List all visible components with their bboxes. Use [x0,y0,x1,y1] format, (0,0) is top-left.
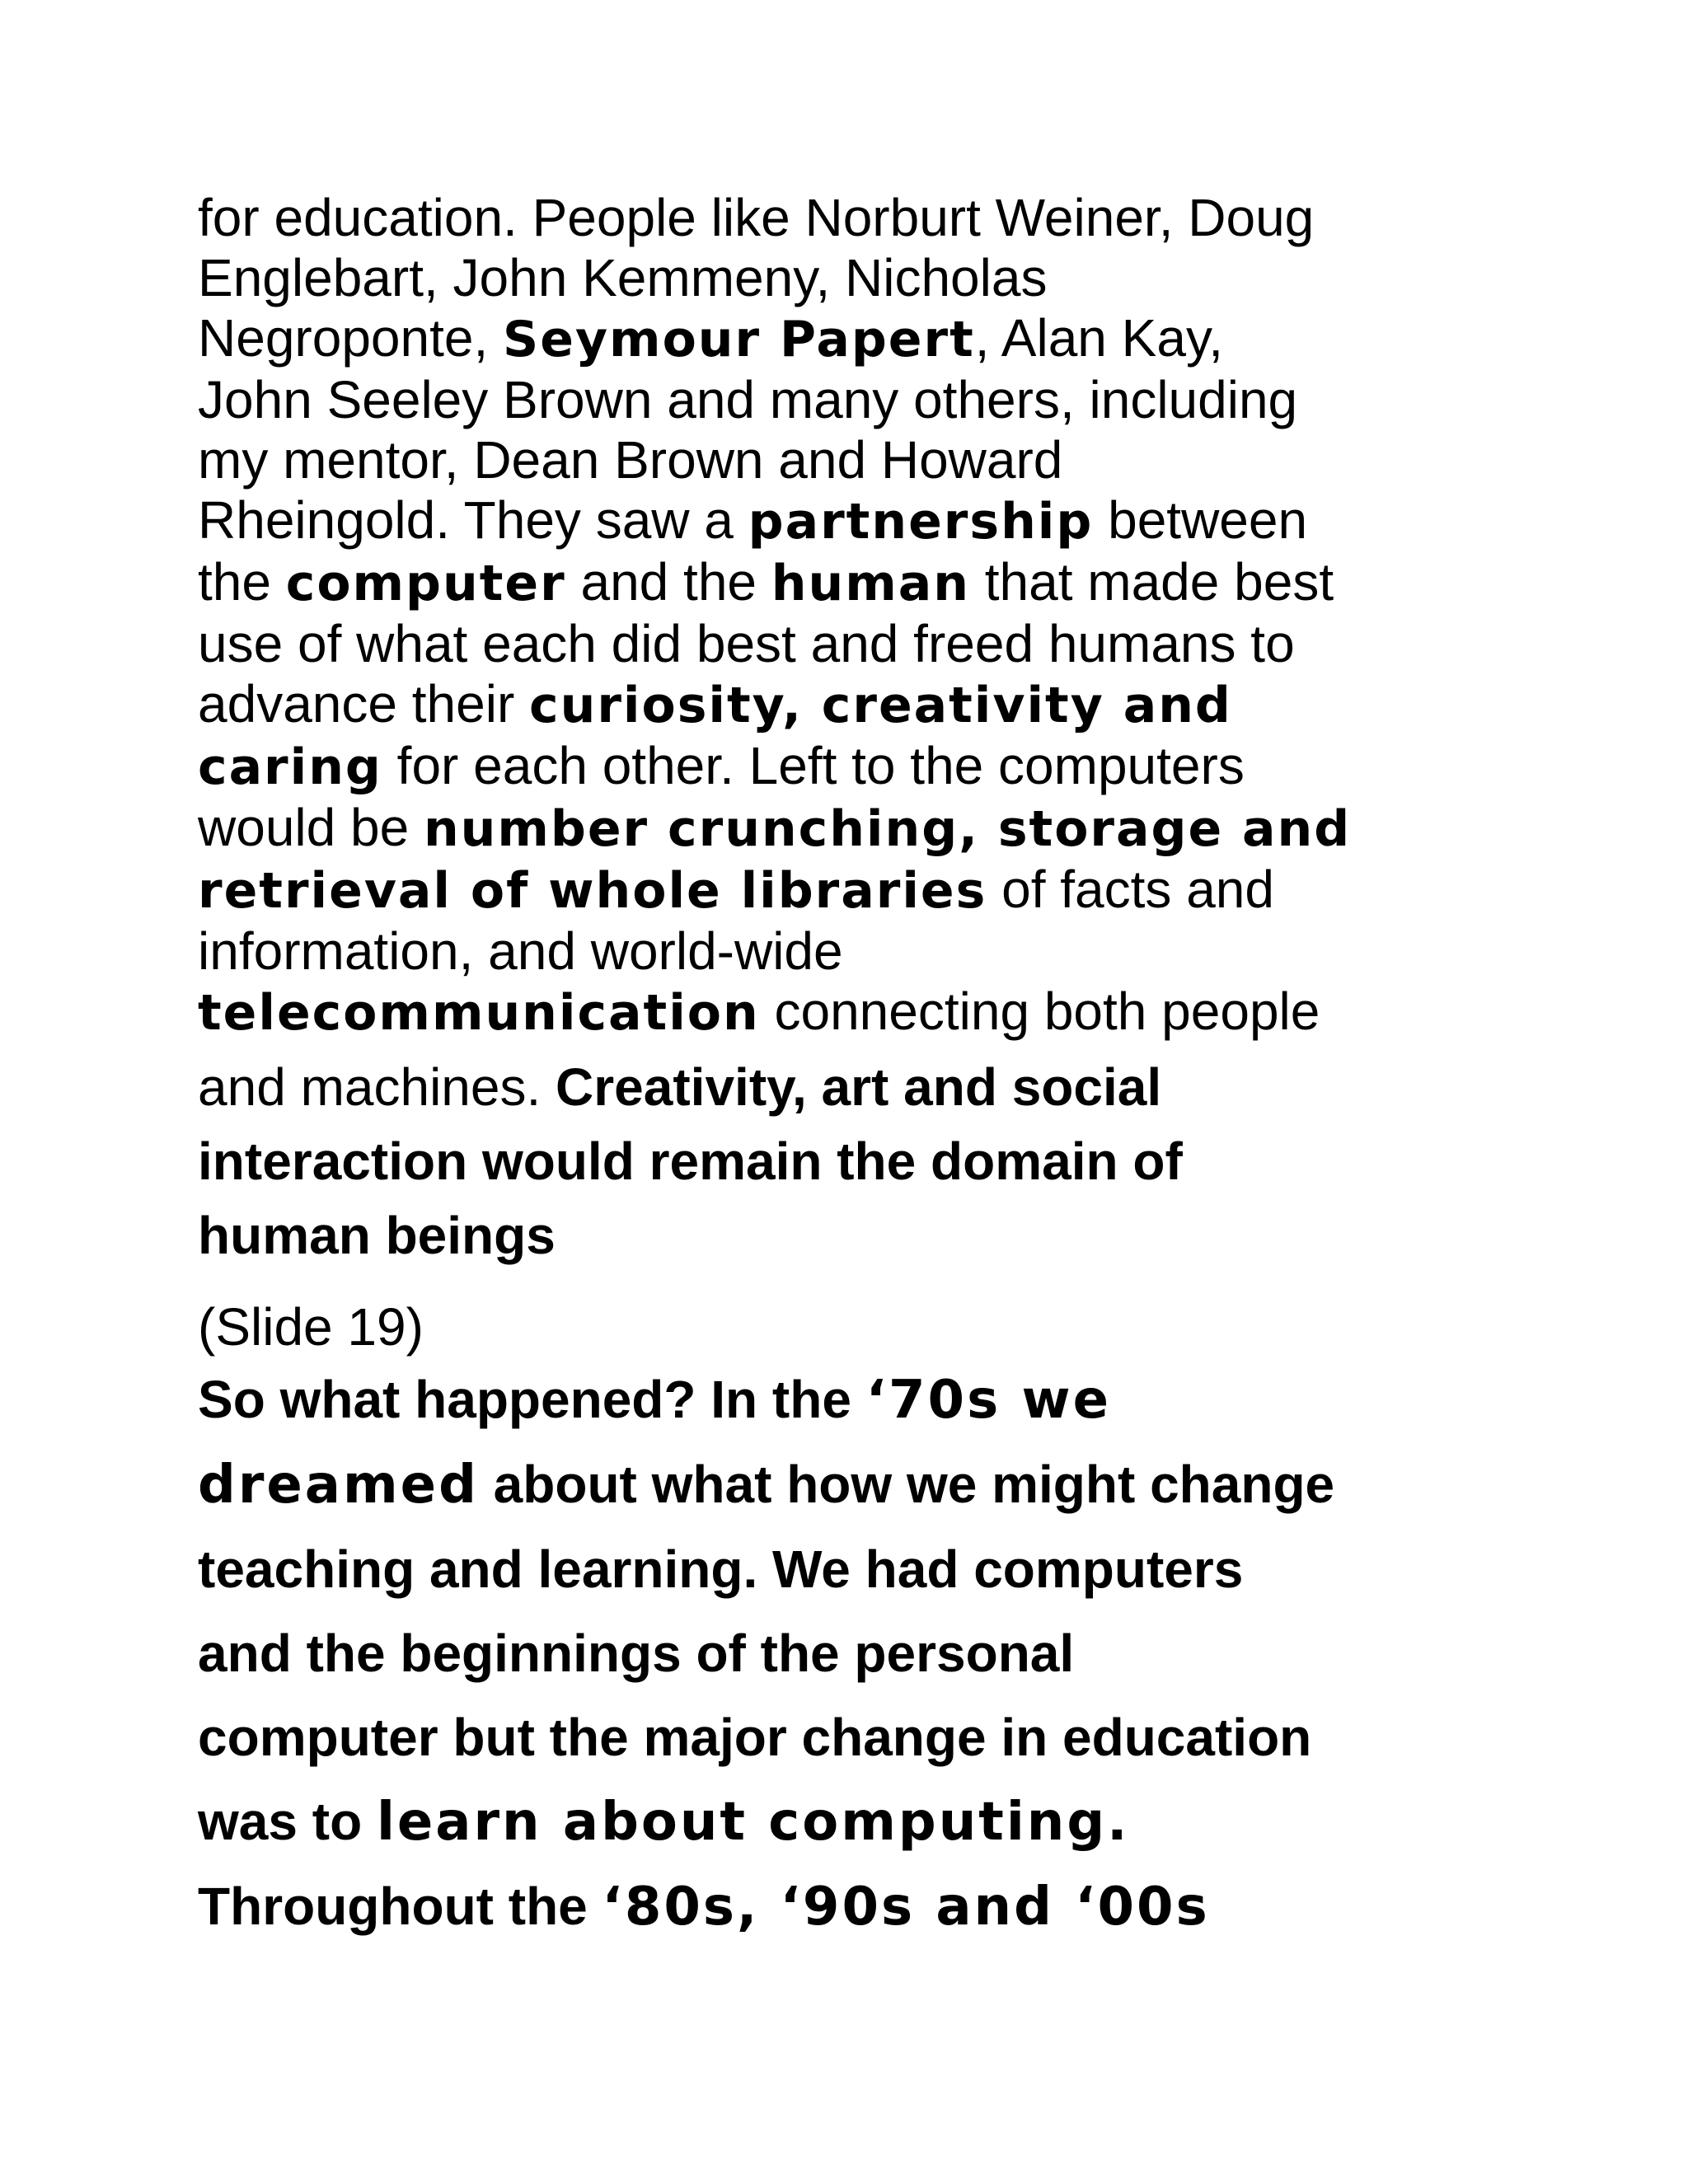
paragraph-1 [198,188,1533,1266]
text-run: information, and world-wide [198,921,843,981]
text-line [198,614,1533,674]
text-line [198,490,1533,552]
text-line [198,1695,1533,1779]
bold-run: interaction would remain the domain of [198,1132,1183,1191]
text-line [198,1864,1533,1949]
text-line [198,1442,1533,1527]
text-run: Rheingold. They saw a [198,490,748,550]
text-run: Negroponte, [198,308,504,368]
text-run: and machines. [198,1057,556,1117]
text-line [198,1132,1533,1192]
text-run: Englebart, John Kemmeny, Nicholas [198,248,1048,307]
bold-run: computer but the major change in education [198,1708,1312,1767]
text-line [198,982,1533,1043]
text-run: John Seeley Brown and many others, including [198,370,1298,429]
text-run: and the [565,552,771,612]
text-line [198,552,1533,614]
bold-run: So what happened? In the [198,1370,866,1429]
paragraph-2 [198,1357,1533,1949]
bold-run: about what how we might change [478,1455,1335,1514]
text-line [198,1611,1533,1695]
emphasis-run: learn about computing. [376,1792,1130,1853]
text-run: between [1093,490,1308,550]
text-run: use of what each did best and freed humans to [198,614,1295,673]
slide-reference: (Slide 19) [198,1297,424,1357]
text-line [198,430,1533,490]
text-line [198,1527,1533,1611]
text-line [198,1057,1533,1118]
emphasis-run: telecommunication [198,984,760,1042]
text-run: for each other. Left to the computers [382,736,1245,795]
text-line [198,1357,1533,1442]
text-run: , Alan Kay, [974,308,1223,368]
text-line [198,188,1533,248]
text-line [198,921,1533,982]
text-line [198,370,1533,430]
text-run: for education. People like Norburt Weiner, Doug [198,188,1315,247]
text-line [198,1779,1533,1864]
bold-run: Creativity, art and social [556,1057,1162,1117]
emphasis-run: curiosity, creativity and [529,677,1232,734]
emphasis-run: retrieval of whole libraries [198,862,987,920]
text-line [198,860,1533,921]
text-line [198,798,1533,860]
text-run: that made best [969,552,1334,612]
text-run: of facts and [987,860,1274,919]
bold-run: human beings [198,1206,556,1265]
emphasis-run: computer [285,555,566,612]
document-body [198,188,1533,1949]
emphasis-run: ‘80s, ‘90s and ‘00s [602,1877,1210,1938]
emphasis-run: number crunching, storage and [423,800,1352,858]
emphasis-run: ‘70s we [865,1370,1111,1431]
emphasis-run: Seymour Papert [503,311,975,368]
text-line [198,1206,1533,1266]
text-line [198,308,1533,370]
text-run: advance their [198,674,530,733]
emphasis-run: caring [198,738,382,796]
text-run: connecting both people [759,982,1320,1041]
emphasis-run: partnership [748,493,1094,551]
text-run: my mentor, Dean Brown and Howard [198,430,1063,490]
bold-run: and the beginnings of the personal [198,1624,1075,1683]
text-line [198,248,1533,308]
text-line [198,736,1533,798]
emphasis-run: human [771,555,970,612]
text-line [198,674,1533,736]
bold-run: was to [198,1792,377,1851]
bold-run: teaching and learning. We had computers [198,1540,1244,1599]
emphasis-run: dreamed [198,1455,479,1516]
bold-run: Throughout the [198,1877,603,1936]
text-run: the [198,552,286,612]
text-run: would be [198,798,424,857]
